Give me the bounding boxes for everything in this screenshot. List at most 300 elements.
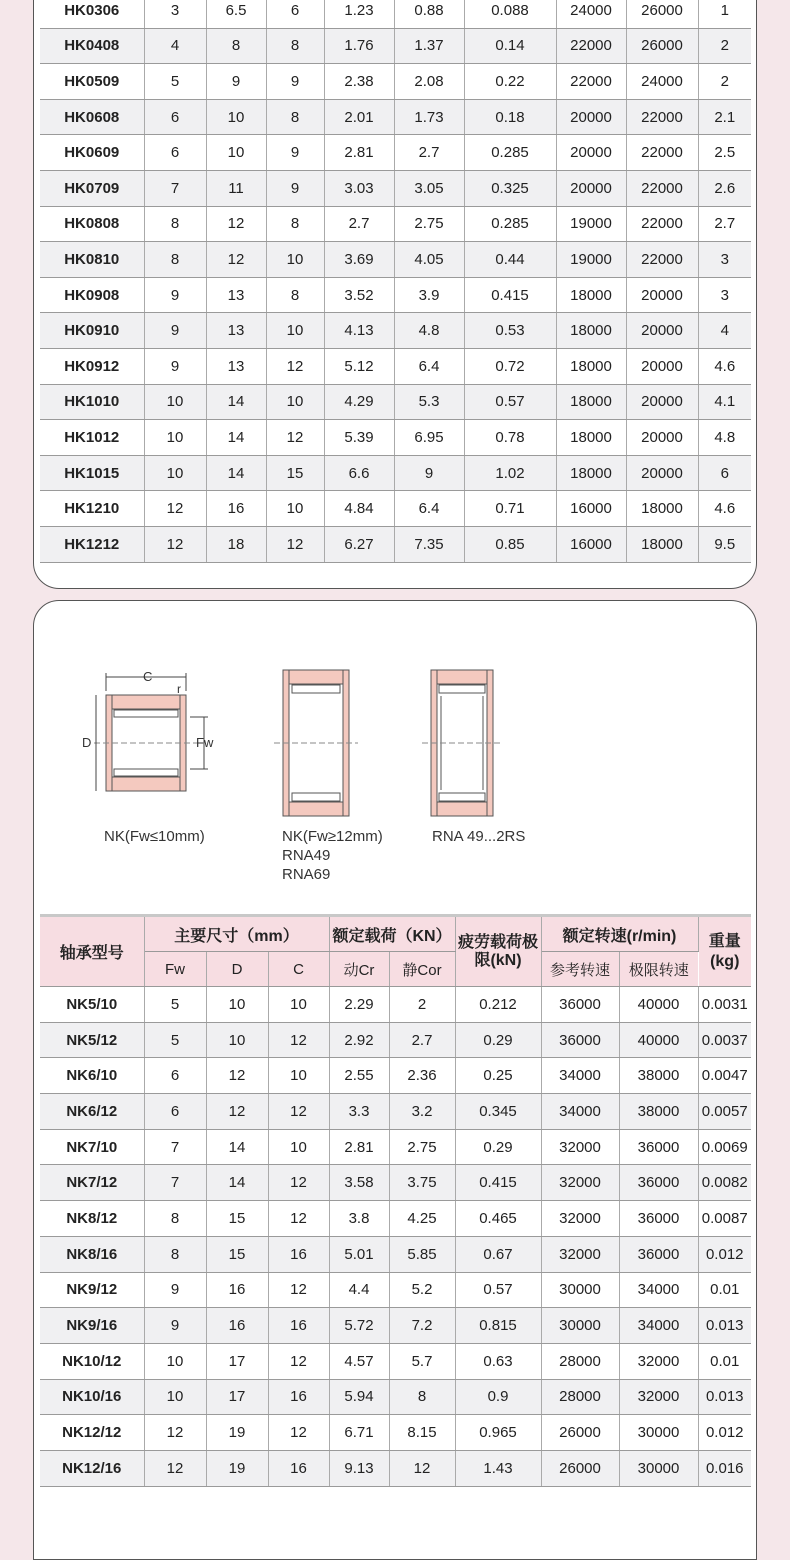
model-cell: HK0912 xyxy=(40,348,144,384)
table-cell: 16 xyxy=(268,1236,329,1272)
table-cell: 9 xyxy=(266,170,324,206)
table-cell: 3.03 xyxy=(324,170,394,206)
table-cell: 5.3 xyxy=(394,384,464,420)
table-cell: 24000 xyxy=(626,64,698,100)
table-cell: 6.27 xyxy=(324,526,394,562)
table-row xyxy=(40,1129,751,1165)
nk-spec-card xyxy=(33,600,757,1560)
model-cell: NK9/12 xyxy=(40,1272,144,1308)
header-limit-speed: 极限转速 xyxy=(619,952,698,987)
table-cell: 10 xyxy=(266,242,324,278)
table-cell: 13 xyxy=(206,348,266,384)
table-cell: 12 xyxy=(266,526,324,562)
table-cell: 4 xyxy=(144,28,206,64)
table-cell: 6 xyxy=(698,455,751,491)
table-cell: 20000 xyxy=(626,384,698,420)
table-cell: 12 xyxy=(268,1094,329,1130)
table-cell: 5.72 xyxy=(329,1308,389,1344)
table-cell: 2 xyxy=(698,28,751,64)
table-cell: 2.6 xyxy=(698,170,751,206)
table-cell: 4.13 xyxy=(324,313,394,349)
table-cell: 9.5 xyxy=(698,526,751,562)
table-cell: 8 xyxy=(266,28,324,64)
model-cell: HK0609 xyxy=(40,135,144,171)
table-cell: 7 xyxy=(144,170,206,206)
rna-2rs-bearing-drawing xyxy=(422,670,502,816)
table-cell: 15 xyxy=(206,1201,268,1237)
table-cell: 5.85 xyxy=(389,1236,455,1272)
table-cell: 0.14 xyxy=(464,28,556,64)
table-cell: 40000 xyxy=(619,987,698,1023)
table-cell: 10 xyxy=(268,1058,329,1094)
table-cell: 9 xyxy=(144,1272,206,1308)
model-cell: HK0810 xyxy=(40,242,144,278)
table-cell: 14 xyxy=(206,1165,268,1201)
table-cell: 36000 xyxy=(619,1201,698,1237)
table-cell: 0.965 xyxy=(455,1415,541,1451)
table-cell: 8 xyxy=(389,1379,455,1415)
table-cell: 2.5 xyxy=(698,135,751,171)
table-cell: 3.9 xyxy=(394,277,464,313)
table-cell: 10 xyxy=(144,420,206,456)
table-row xyxy=(40,1094,751,1130)
table-cell: 3.69 xyxy=(324,242,394,278)
table-cell: 5.94 xyxy=(329,1379,389,1415)
model-cell: NK12/16 xyxy=(40,1450,144,1486)
table-cell: 6 xyxy=(144,99,206,135)
model-cell: NK7/10 xyxy=(40,1129,144,1165)
table-cell: 0.0082 xyxy=(698,1165,751,1201)
table-cell: 12 xyxy=(206,1094,268,1130)
diagram2-caption-line3: RNA69 xyxy=(282,866,331,883)
hk-spec-card xyxy=(33,0,757,589)
table-cell: 0.01 xyxy=(698,1272,751,1308)
table-cell: 36000 xyxy=(619,1165,698,1201)
bearing-diagrams xyxy=(34,601,757,901)
header-speed: 额定转速(r/min) xyxy=(541,916,698,952)
table-cell: 0.57 xyxy=(464,384,556,420)
table-row xyxy=(40,1379,751,1415)
table-cell: 3.05 xyxy=(394,170,464,206)
model-cell: HK1012 xyxy=(40,420,144,456)
table-cell: 20000 xyxy=(626,455,698,491)
table-cell: 0.285 xyxy=(464,135,556,171)
table-cell: 40000 xyxy=(619,1022,698,1058)
table-cell: 30000 xyxy=(541,1308,619,1344)
table-cell: 20000 xyxy=(626,277,698,313)
model-cell: HK1210 xyxy=(40,491,144,527)
table-cell: 1.02 xyxy=(464,455,556,491)
table-cell: 22000 xyxy=(626,135,698,171)
model-cell: NK10/16 xyxy=(40,1379,144,1415)
table-row xyxy=(40,987,751,1023)
table-cell: 3 xyxy=(144,0,206,28)
table-cell: 36000 xyxy=(619,1129,698,1165)
diagram2-caption-line1: NK(Fw≥12mm) xyxy=(282,828,383,845)
table-cell: 16 xyxy=(268,1379,329,1415)
diagram2-caption xyxy=(282,827,383,884)
table-cell: 28000 xyxy=(541,1343,619,1379)
header-cr: 动Cr xyxy=(329,952,389,987)
table-cell: 9 xyxy=(144,277,206,313)
table-cell: 10 xyxy=(206,99,266,135)
table-cell: 0.29 xyxy=(455,1129,541,1165)
table-row xyxy=(40,170,751,206)
model-cell: HK0608 xyxy=(40,99,144,135)
table-cell: 18000 xyxy=(556,313,626,349)
table-cell: 8.15 xyxy=(389,1415,455,1451)
table-row xyxy=(40,1022,751,1058)
table-cell: 0.25 xyxy=(455,1058,541,1094)
table-cell: 9 xyxy=(144,348,206,384)
table-cell: 19000 xyxy=(556,206,626,242)
table-row xyxy=(40,455,751,491)
table-cell: 1.73 xyxy=(394,99,464,135)
table-cell: 2.08 xyxy=(394,64,464,100)
table-cell: 22000 xyxy=(626,206,698,242)
table-cell: 32000 xyxy=(541,1129,619,1165)
table-cell: 13 xyxy=(206,313,266,349)
table-row xyxy=(40,1236,751,1272)
table-cell: 3.58 xyxy=(329,1165,389,1201)
header-rated-load: 额定载荷（KN） xyxy=(329,916,455,952)
model-cell: NK10/12 xyxy=(40,1343,144,1379)
table-cell: 0.212 xyxy=(455,987,541,1023)
table-cell: 12 xyxy=(389,1450,455,1486)
model-cell: HK1010 xyxy=(40,384,144,420)
table-cell: 2.29 xyxy=(329,987,389,1023)
table-cell: 14 xyxy=(206,455,266,491)
table-cell: 26000 xyxy=(541,1450,619,1486)
model-cell: HK0709 xyxy=(40,170,144,206)
table-cell: 17 xyxy=(206,1343,268,1379)
table-cell: 6 xyxy=(144,135,206,171)
table-cell: 12 xyxy=(144,526,206,562)
table-cell: 0.0069 xyxy=(698,1129,751,1165)
table-cell: 34000 xyxy=(619,1308,698,1344)
table-cell: 4.6 xyxy=(698,491,751,527)
table-cell: 14 xyxy=(206,1129,268,1165)
table-cell: 9 xyxy=(206,64,266,100)
table-cell: 32000 xyxy=(541,1165,619,1201)
table-cell: 0.012 xyxy=(698,1415,751,1451)
table-cell: 4.25 xyxy=(389,1201,455,1237)
table-row xyxy=(40,135,751,171)
table-cell: 20000 xyxy=(626,420,698,456)
table-cell: 3.8 xyxy=(329,1201,389,1237)
table-cell: 5.7 xyxy=(389,1343,455,1379)
table-cell: 5.12 xyxy=(324,348,394,384)
table-row xyxy=(40,0,751,28)
table-cell: 22000 xyxy=(626,99,698,135)
table-cell: 0.088 xyxy=(464,0,556,28)
table-cell: 3.52 xyxy=(324,277,394,313)
table-cell: 12 xyxy=(144,491,206,527)
table-cell: 6.4 xyxy=(394,348,464,384)
table-cell: 4 xyxy=(698,313,751,349)
table-cell: 15 xyxy=(266,455,324,491)
model-cell: HK0808 xyxy=(40,206,144,242)
table-cell: 30000 xyxy=(619,1450,698,1486)
table-cell: 16000 xyxy=(556,491,626,527)
table-cell: 30000 xyxy=(541,1272,619,1308)
table-cell: 16 xyxy=(268,1450,329,1486)
table-cell: 12 xyxy=(268,1201,329,1237)
table-cell: 9 xyxy=(394,455,464,491)
table-row xyxy=(40,491,751,527)
table-cell: 10 xyxy=(144,384,206,420)
table-cell: 0.012 xyxy=(698,1236,751,1272)
table-cell: 9 xyxy=(266,135,324,171)
table-cell: 12 xyxy=(266,348,324,384)
table-cell: 8 xyxy=(144,206,206,242)
table-row xyxy=(40,526,751,562)
table-cell: 26000 xyxy=(541,1415,619,1451)
table-cell: 20000 xyxy=(626,313,698,349)
table-cell: 4.8 xyxy=(698,420,751,456)
table-cell: 16 xyxy=(206,1272,268,1308)
table-cell: 19 xyxy=(206,1450,268,1486)
table-row xyxy=(40,1415,751,1451)
table-cell: 30000 xyxy=(619,1415,698,1451)
model-cell: HK0306 xyxy=(40,0,144,28)
table-cell: 0.0031 xyxy=(698,987,751,1023)
table-cell: 0.67 xyxy=(455,1236,541,1272)
table-cell: 9.13 xyxy=(329,1450,389,1486)
table-cell: 34000 xyxy=(541,1094,619,1130)
table-cell: 18000 xyxy=(556,277,626,313)
model-cell: HK0910 xyxy=(40,313,144,349)
table-cell: 2.38 xyxy=(324,64,394,100)
table-row xyxy=(40,1058,751,1094)
diagram2-caption-line2: RNA49 xyxy=(282,847,331,864)
table-row xyxy=(40,206,751,242)
table-cell: 0.465 xyxy=(455,1201,541,1237)
table-cell: 36000 xyxy=(541,987,619,1023)
table-cell: 0.0057 xyxy=(698,1094,751,1130)
table-row xyxy=(40,99,751,135)
table-cell: 20000 xyxy=(556,170,626,206)
table-cell: 19 xyxy=(206,1415,268,1451)
table-cell: 5 xyxy=(144,987,206,1023)
table-row xyxy=(40,384,751,420)
table-cell: 0.0087 xyxy=(698,1201,751,1237)
table-row xyxy=(40,242,751,278)
table-cell: 4.4 xyxy=(329,1272,389,1308)
table-cell: 0.53 xyxy=(464,313,556,349)
table-cell: 18000 xyxy=(556,420,626,456)
table-cell: 2.7 xyxy=(324,206,394,242)
table-cell: 32000 xyxy=(541,1236,619,1272)
table-cell: 3 xyxy=(698,277,751,313)
table-cell: 4.1 xyxy=(698,384,751,420)
table-cell: 6.5 xyxy=(206,0,266,28)
table-cell: 17 xyxy=(206,1379,268,1415)
table-cell: 12 xyxy=(144,1450,206,1486)
table-cell: 3.75 xyxy=(389,1165,455,1201)
table-cell: 18000 xyxy=(556,384,626,420)
table-cell: 12 xyxy=(268,1415,329,1451)
table-cell: 6 xyxy=(144,1094,206,1130)
model-cell: NK6/10 xyxy=(40,1058,144,1094)
table-row xyxy=(40,1343,751,1379)
table-cell: 0.0047 xyxy=(698,1058,751,1094)
model-cell: NK5/10 xyxy=(40,987,144,1023)
table-cell: 2.36 xyxy=(389,1058,455,1094)
table-cell: 14 xyxy=(206,384,266,420)
table-cell: 12 xyxy=(268,1272,329,1308)
table-cell: 0.285 xyxy=(464,206,556,242)
table-cell: 4.29 xyxy=(324,384,394,420)
table-cell: 10 xyxy=(268,987,329,1023)
table-cell: 5 xyxy=(144,1022,206,1058)
table-cell: 5.2 xyxy=(389,1272,455,1308)
table-cell: 2.81 xyxy=(324,135,394,171)
header-fw: Fw xyxy=(144,952,206,987)
table-cell: 10 xyxy=(206,1022,268,1058)
table-row xyxy=(40,1165,751,1201)
table-cell: 0.18 xyxy=(464,99,556,135)
model-cell: HK1015 xyxy=(40,455,144,491)
table-cell: 9 xyxy=(266,64,324,100)
table-row xyxy=(40,1272,751,1308)
table-cell: 14 xyxy=(206,420,266,456)
diagram3-caption: RNA 49...2RS xyxy=(432,828,526,845)
table-cell: 0.815 xyxy=(455,1308,541,1344)
table-cell: 0.72 xyxy=(464,348,556,384)
nk-large-bearing-drawing xyxy=(274,670,358,816)
table-cell: 4.57 xyxy=(329,1343,389,1379)
table-cell: 2 xyxy=(389,987,455,1023)
dimension-c-label: C xyxy=(143,669,153,684)
table-cell: 32000 xyxy=(619,1343,698,1379)
hk-spec-table xyxy=(40,0,751,563)
table-cell: 10 xyxy=(144,1343,206,1379)
table-cell: 10 xyxy=(144,1379,206,1415)
model-cell: NK5/12 xyxy=(40,1022,144,1058)
table-cell: 8 xyxy=(266,277,324,313)
table-cell: 34000 xyxy=(619,1272,698,1308)
table-cell: 10 xyxy=(266,491,324,527)
table-cell: 18000 xyxy=(626,526,698,562)
table-cell: 0.0037 xyxy=(698,1022,751,1058)
table-cell: 11 xyxy=(206,170,266,206)
table-cell: 9 xyxy=(144,1308,206,1344)
table-cell: 2.55 xyxy=(329,1058,389,1094)
table-row xyxy=(40,420,751,456)
table-cell: 0.29 xyxy=(455,1022,541,1058)
model-cell: NK8/16 xyxy=(40,1236,144,1272)
table-cell: 2.01 xyxy=(324,99,394,135)
table-cell: 18000 xyxy=(556,455,626,491)
table-cell: 26000 xyxy=(626,28,698,64)
table-cell: 36000 xyxy=(619,1236,698,1272)
table-cell: 8 xyxy=(266,206,324,242)
table-cell: 0.01 xyxy=(698,1343,751,1379)
table-cell: 2.7 xyxy=(394,135,464,171)
model-cell: HK1212 xyxy=(40,526,144,562)
header-fatigue: 疲劳载荷极限(kN) xyxy=(455,916,541,987)
table-cell: 10 xyxy=(266,313,324,349)
header-ref-speed: 参考转速 xyxy=(541,952,619,987)
table-row xyxy=(40,313,751,349)
table-cell: 6 xyxy=(266,0,324,28)
table-cell: 20000 xyxy=(556,99,626,135)
table-cell: 8 xyxy=(144,1201,206,1237)
table-cell: 2.7 xyxy=(389,1022,455,1058)
model-cell: HK0908 xyxy=(40,277,144,313)
nk-small-bearing-drawing xyxy=(94,673,208,791)
table-cell: 10 xyxy=(206,135,266,171)
table-cell: 4.8 xyxy=(394,313,464,349)
table-row xyxy=(40,1450,751,1486)
table-cell: 12 xyxy=(268,1343,329,1379)
table-cell: 10 xyxy=(266,384,324,420)
header-main-dims: 主要尺寸（mm） xyxy=(144,916,329,952)
table-cell: 3.3 xyxy=(329,1094,389,1130)
table-cell: 0.88 xyxy=(394,0,464,28)
table-cell: 0.9 xyxy=(455,1379,541,1415)
model-cell: HK0509 xyxy=(40,64,144,100)
header-c: C xyxy=(268,952,329,987)
table-cell: 1.23 xyxy=(324,0,394,28)
table-cell: 38000 xyxy=(619,1058,698,1094)
table-cell: 4.05 xyxy=(394,242,464,278)
table-cell: 13 xyxy=(206,277,266,313)
table-cell: 4.84 xyxy=(324,491,394,527)
table-cell: 34000 xyxy=(541,1058,619,1094)
table-cell: 1 xyxy=(698,0,751,28)
table-cell: 12 xyxy=(266,420,324,456)
table-cell: 19000 xyxy=(556,242,626,278)
table-cell: 2.75 xyxy=(389,1129,455,1165)
nk-table-body xyxy=(40,987,751,1487)
table-cell: 1.43 xyxy=(455,1450,541,1486)
table-cell: 20000 xyxy=(626,348,698,384)
table-cell: 6.71 xyxy=(329,1415,389,1451)
model-cell: NK7/12 xyxy=(40,1165,144,1201)
table-cell: 1.37 xyxy=(394,28,464,64)
header-cor: 静Cor xyxy=(389,952,455,987)
table-cell: 16 xyxy=(268,1308,329,1344)
table-cell: 0.013 xyxy=(698,1379,751,1415)
table-cell: 6.4 xyxy=(394,491,464,527)
table-cell: 0.415 xyxy=(455,1165,541,1201)
table-cell: 22000 xyxy=(626,170,698,206)
table-cell: 2.81 xyxy=(329,1129,389,1165)
table-cell: 2.75 xyxy=(394,206,464,242)
table-cell: 0.57 xyxy=(455,1272,541,1308)
table-cell: 0.85 xyxy=(464,526,556,562)
table-cell: 20000 xyxy=(556,135,626,171)
table-cell: 12 xyxy=(268,1022,329,1058)
table-cell: 4.6 xyxy=(698,348,751,384)
table-cell: 0.63 xyxy=(455,1343,541,1379)
table-row xyxy=(40,277,751,313)
table-cell: 38000 xyxy=(619,1094,698,1130)
table-cell: 0.345 xyxy=(455,1094,541,1130)
table-cell: 12 xyxy=(206,206,266,242)
header-model: 轴承型号 xyxy=(40,916,144,987)
nk-table-header xyxy=(40,916,751,987)
table-cell: 26000 xyxy=(626,0,698,28)
table-cell: 7 xyxy=(144,1129,206,1165)
table-cell: 0.016 xyxy=(698,1450,751,1486)
table-cell: 22000 xyxy=(556,28,626,64)
table-cell: 24000 xyxy=(556,0,626,28)
table-cell: 5.39 xyxy=(324,420,394,456)
table-cell: 0.415 xyxy=(464,277,556,313)
